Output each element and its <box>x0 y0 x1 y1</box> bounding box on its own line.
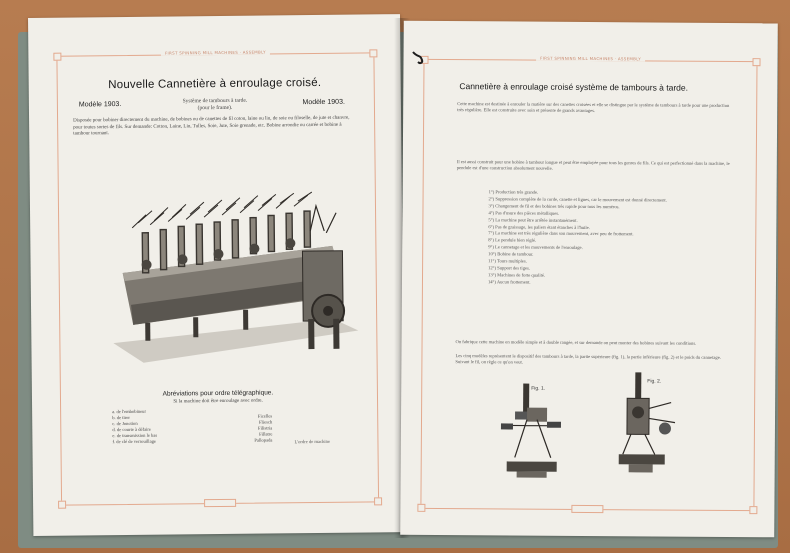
list-item: 12°) Support des tiges. <box>488 265 530 271</box>
abbr-cell: Pallopada <box>254 437 273 443</box>
abbreviations-subtitle: Si la machine doit être enroulage avec ordre. <box>173 398 263 405</box>
figure-1 <box>497 377 570 486</box>
list-item: 6°) Pas de graissage, les paliers étant étanches à l'huile. <box>488 223 590 230</box>
open-catalog-book <box>18 18 780 548</box>
paragraph-figures: Les cinq modèles représentent le dispositif des tambours à tarde, la partie supérieure (fig. 1), la partie inférieure (fig. 2) et le poids du cannetage. Suivant le fil, on règle ce qu'on veut. <box>455 353 721 365</box>
paragraph-models: On fabrique cette machine en modèle simple et à double rangée, et sur demande on peut monter des bobines suivant les conditions. <box>455 339 697 346</box>
order-note: L'ordre de machine <box>294 438 331 445</box>
list-item: 13°) Machines de forte qualité. <box>488 272 546 278</box>
paragraph-second: Il est aussi construit pour une bobine à tambour longue et peut être employée pour tous les genres de fils. Ce qui est perfectionné dans la machine, le pendule est d'une construction absolument nouvelle. <box>456 159 730 171</box>
abbr-cell: Fillatre <box>259 431 273 437</box>
figure-2 <box>611 368 684 484</box>
paragraph-intro: Cette machine est destinée à enrouler la matière sur des canettes croisées et elle se distingue par le système de tambours à tarde pour une production très régulière. Elle est construite avec soin et présente de grands avantages. <box>457 101 730 114</box>
figure-1-label: Fig. 1. <box>531 385 546 392</box>
abbr-cell: c. de Jonction <box>112 420 138 427</box>
advantages-list <box>488 189 703 287</box>
winding-machine-illustration <box>102 191 364 380</box>
abbr-cell: Filistria <box>257 425 273 431</box>
list-item: 8°) Le pendule bien réglé. <box>488 237 537 243</box>
model-label-right: Modèle 1903. <box>302 98 345 107</box>
figure-2-drawing <box>611 368 684 484</box>
border-corner <box>58 501 66 509</box>
abbr-cell: b. de tirer <box>112 414 130 421</box>
right-page-title: Cannetière à enroulage croisé système de tambours à tarde. <box>459 81 689 93</box>
border-corner <box>374 497 382 505</box>
model-label-left: Modèle 1903. <box>78 101 122 109</box>
binding-cord-icon <box>410 50 426 66</box>
list-item: 11°) Tours multiples. <box>488 258 527 264</box>
right-page <box>400 21 778 538</box>
list-item: 7°) La machine est très régulière dans son mouvement, avec peu de frottement. <box>488 230 634 237</box>
border-corner <box>752 58 760 66</box>
right-footer-ornament <box>571 505 603 513</box>
left-page <box>28 14 405 536</box>
left-description: Disposée pour bobiner directement du machine, de bobines ou de canettes de fil coton, laine ou lin, de soie ou filoselle, de jute et chanvre, pour toutes sortes de fils. Sur demande: Cotton, Laine, Lin, Tulles, Soie, Jute, Soie grenade, etc. Bobine arrondie ou carrée et bobine à tambour tournant. <box>73 115 350 137</box>
list-item: 10°) Bobine de tambour. <box>488 251 534 257</box>
list-item: 9°) Le cannetage et les mouvements de l'enroulage. <box>488 244 583 251</box>
right-header-strip: FIRST SPINNING MILL MACHINES · ASSEMBLY <box>536 56 645 62</box>
figure-1-drawing <box>497 377 570 486</box>
list-item: 14°) Aucun frottement. <box>487 279 531 285</box>
border-corner <box>53 53 61 61</box>
abbr-cell: e. de transmission le bas <box>112 432 158 439</box>
left-footer-ornament <box>204 499 236 507</box>
abbreviations-title: Abréviations pour ordre télégraphique. <box>162 389 274 398</box>
abbr-cell: Fliesch <box>258 419 273 425</box>
border-corner <box>417 504 425 512</box>
abbreviations-table <box>112 407 272 445</box>
list-item: 5°) La machine peut être arrêtée instantanément. <box>488 216 578 223</box>
border-corner <box>749 506 757 514</box>
list-item: 1°) Production très grande. <box>488 189 539 195</box>
list-item: 2°) Suppression complète de la corde, canette et lignes, car le mouvement est donné directement. <box>488 196 667 203</box>
list-item: 4°) Pas d'usure des pièces métalliques. <box>488 210 560 216</box>
left-header-strip: FIRST SPINNING MILL MACHINES · ASSEMBLY <box>161 49 270 55</box>
border-corner <box>369 49 377 57</box>
left-page-title: Nouvelle Cannetière à enroulage croisé. <box>108 76 322 92</box>
list-item: 3°) Changement de fil et des bobines très rapide pour tous les numéros. <box>488 203 620 210</box>
abbr-cell: d. de courte à défaire <box>112 426 151 433</box>
abbr-cell: f. de clé de verrouillage <box>112 438 156 445</box>
figure-2-label: Fig. 2. <box>647 378 662 385</box>
abbr-cell: a. de l'embobineur <box>112 408 147 415</box>
subtitle-line-1: Système de tambours à tarde. <box>182 97 248 105</box>
subtitle-line-2: (pour le frame). <box>197 104 233 112</box>
abbr-cell: Ficelles <box>257 413 273 419</box>
